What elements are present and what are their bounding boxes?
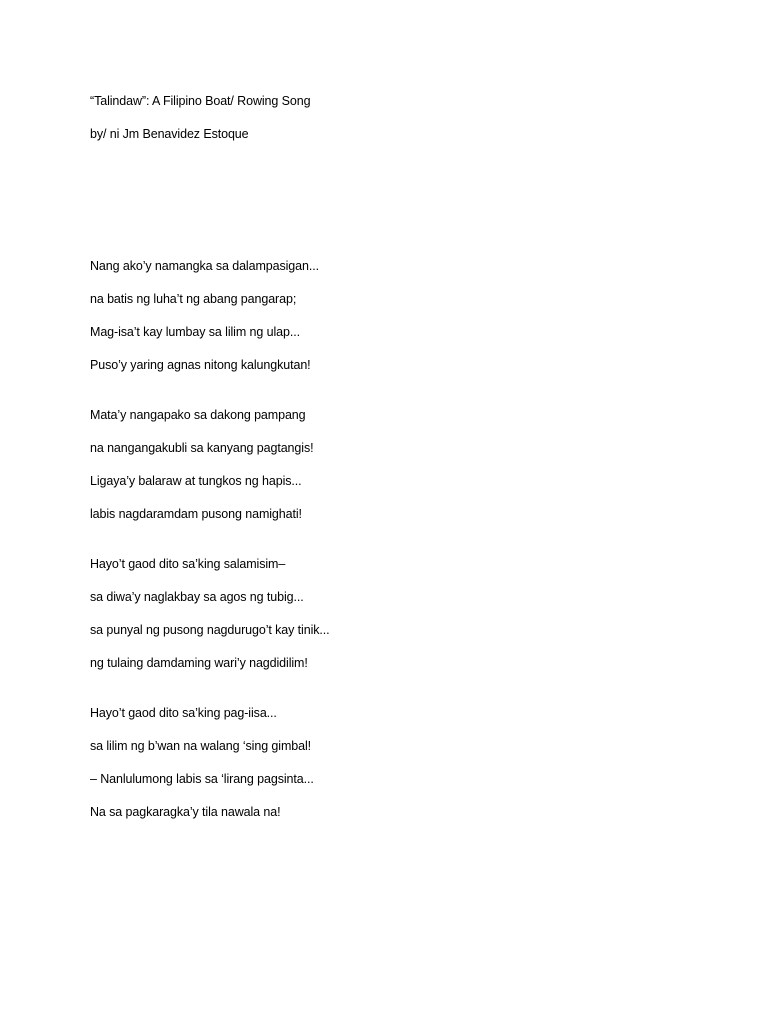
verse-line: sa punyal ng pusong nagdurugo’t kay tinik...	[90, 623, 330, 637]
document-page	[90, 93, 710, 854]
verse-line: na batis ng luha’t ng abang pangarap;	[90, 292, 297, 306]
poem-title: “Talindaw”: A Filipino Boat/ Rowing Song	[90, 94, 311, 108]
verse-line: Mag-isa’t kay lumbay sa lilim ng ulap...	[90, 325, 300, 339]
verse-line: Mata’y nangapako sa dakong pampang	[90, 408, 306, 422]
verse-line: na nangangakubli sa kanyang pagtangis!	[90, 441, 314, 455]
verse-line: Nang ako’y namangka sa dalampasigan...	[90, 259, 319, 273]
verse-line: Na sa pagkaragka’y tila nawala na!	[90, 805, 281, 819]
verse-line: Puso’y yaring agnas nitong kalungkutan!	[90, 358, 311, 372]
verse-line: Ligaya’y balaraw at tungkos ng hapis...	[90, 474, 302, 488]
verse-line: Hayo’t gaod dito sa’king salamisim–	[90, 557, 286, 571]
verse-line: sa lilim ng b’wan na walang ‘sing gimbal!	[90, 739, 312, 753]
stanza-4	[90, 705, 710, 820]
verse-line: ng tulaing damdaming wari’y nagdidilim!	[90, 656, 308, 670]
poem-byline: by/ ni Jm Benavidez Estoque	[90, 127, 249, 141]
stanza-3	[90, 556, 710, 671]
verse-line: labis nagdaramdam pusong namighati!	[90, 507, 302, 521]
verse-line: – Nanlulumong labis sa ‘lirang pagsinta...	[90, 772, 314, 786]
stanza-1	[90, 258, 710, 373]
stanza-2	[90, 407, 710, 522]
verse-line: Hayo’t gaod dito sa’king pag-iisa...	[90, 706, 277, 720]
verse-line: sa diwa’y naglakbay sa agos ng tubig...	[90, 590, 304, 604]
